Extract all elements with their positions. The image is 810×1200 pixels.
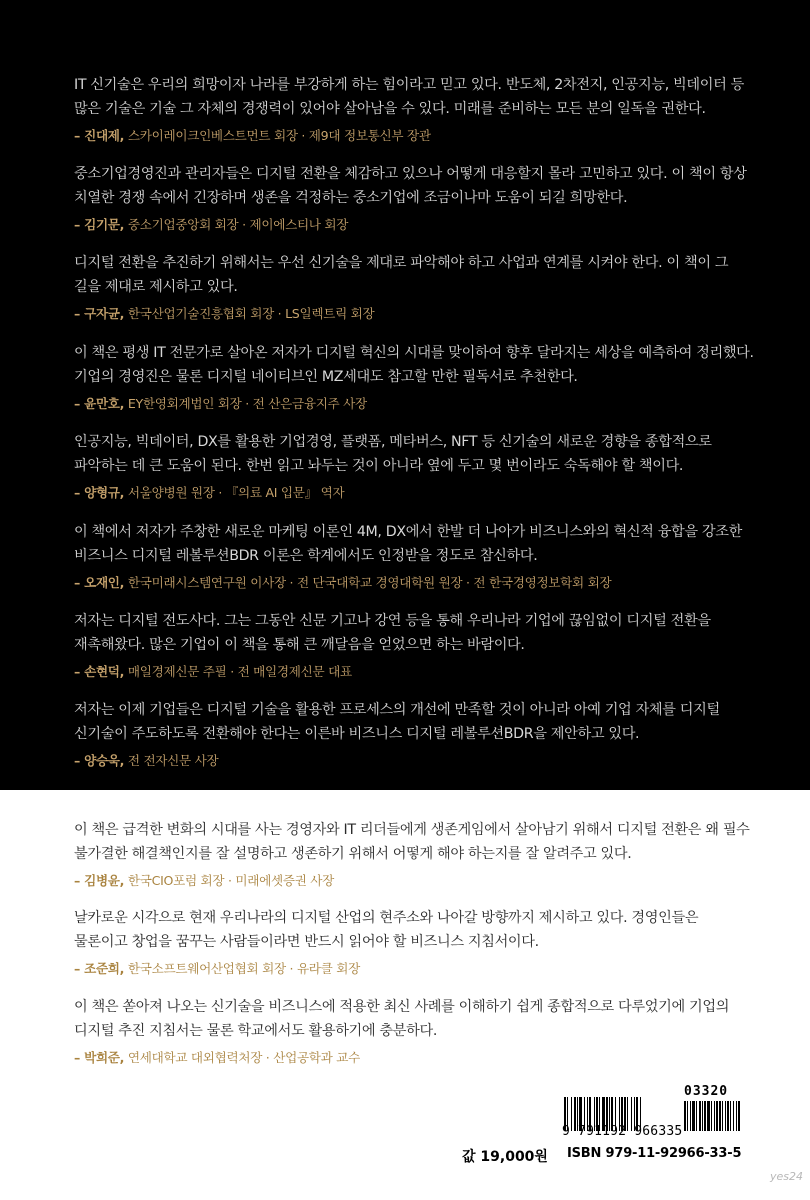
endorser-role: 연세대학교 대외협력처장 · 산업공학과 교수 (124, 1050, 360, 1065)
endorser-name: – 박희준, (74, 1050, 125, 1065)
barcode-addon-bar (684, 1101, 686, 1131)
barcode-addon-bar (692, 1101, 695, 1131)
barcode-addon-bar (696, 1101, 697, 1131)
barcode-addon-bar (690, 1101, 691, 1131)
quote-7 (74, 609, 754, 681)
quote-8 (74, 698, 754, 770)
barcode-addon-bar (716, 1101, 718, 1131)
quote-text: 이 책에서 저자가 주창한 새로운 마케팅 이론인 4M, DX에서 한발 더 나아가 비즈니스와의 혁신적 융합을 강조한 비즈니스 디지털 레볼루션BDR 이론은 학계에서도 인정받을 정도로 참신하다. (74, 524, 742, 564)
quote-attribution (74, 872, 754, 890)
quote-4 (74, 341, 754, 413)
quote-attribution (74, 305, 754, 323)
endorser-name: – 양승욱, (74, 753, 125, 768)
quote-10 (74, 906, 754, 978)
barcode-addon-bar (722, 1101, 723, 1131)
endorser-role: 스카이레이크인베스트먼트 회장 · 제9대 정보통신부 장관 (124, 128, 431, 143)
quote-attribution (74, 484, 754, 502)
quote-text: 저자는 이제 기업들은 디지털 기술을 활용한 프로세스의 개선에 만족할 것이 아니라 아예 기업 자체를 디지털 신기술이 주도하도록 전환해야 한다는 이른바 비즈니스 디지털 레볼루션BDR을 제안하고 있다. (74, 702, 720, 742)
quote-text: 이 책은 쏟아져 나오는 신기술을 비즈니스에 적용한 최신 사례를 이해하기 쉽게 종합적으로 다루었기에 기업의 디지털 추진 지침서는 물론 학교에서도 활용하기에 충분하다. (74, 999, 730, 1039)
price-label: 값 19,000원 (462, 1149, 548, 1165)
barcode-addon-bar (733, 1101, 734, 1131)
endorser-name: – 오재인, (74, 575, 125, 590)
watermark-logo: yes24 (770, 1170, 804, 1183)
endorser-name: – 윤만호, (74, 396, 125, 411)
quote-text: 이 책은 급격한 변화의 시대를 사는 경영자와 IT 리더들에게 생존게임에서 살아남기 위해서 디지털 전환은 왜 필수 불가결한 해결책인지를 잘 설명하고 생존하기 위해서 어떻게 해야 하는지를 잘 알려주고 있다. (74, 822, 750, 862)
barcode-addon-bar (711, 1101, 712, 1131)
barcode-addon-bar (707, 1101, 710, 1131)
isbn-label: ISBN 979-11-92966-33-5 (567, 1146, 742, 1161)
quote-5 (74, 430, 754, 502)
quote-attribution (74, 574, 754, 592)
quote-attribution (74, 127, 754, 145)
quote-text: 중소기업경영진과 관리자들은 디지털 전환을 체감하고 있으나 어떻게 대응할지 몰라 고민하고 있다. 이 책이 항상 치열한 경쟁 속에서 긴장하며 생존을 걱정하는 중소기업에 조금이나마 도움이 되길 희망한다. (74, 166, 747, 206)
endorser-role: 서울양병원 원장 · 『의료 AI 입문』 역자 (124, 485, 345, 500)
quote-text: IT 신기술은 우리의 희망이자 나라를 부강하게 하는 힘이라고 믿고 있다. 반도체, 2차전지, 인공지능, 빅데이터 등 많은 기술은 기술 그 자체의 경쟁력이 있어야 살아남을 수 있다. 미래를 준비하는 모든 분의 일독을 권한다. (74, 77, 744, 117)
quote-text: 날카로운 시각으로 현재 우리나라의 디지털 산업의 현주소와 나아갈 방향까지 제시하고 있다. 경영인들은 물론이고 창업을 꿈꾸는 사람들이라면 반드시 읽어야 할 비즈니스 지침서이다. (74, 910, 699, 950)
endorser-role: 한국소프트웨어산업협회 회장 · 유라클 회장 (124, 961, 360, 976)
quote-1 (74, 73, 754, 145)
barcode-digits: 9 791192 966335 (562, 1124, 683, 1139)
quote-9 (74, 818, 754, 890)
barcode-addon-bar (727, 1101, 729, 1131)
barcode-addon-bar (738, 1101, 740, 1131)
endorser-role: 한국산업기술진흥협회 회장 · LS일렉트릭 회장 (124, 306, 375, 321)
endorser-name: – 구자균, (74, 306, 125, 321)
endorser-role: 한국미래시스템연구원 이사장 · 전 단국대학교 경영대학원 원장 · 전 한국경영정보학회 회장 (124, 575, 612, 590)
endorser-name: – 손현덕, (74, 664, 125, 679)
quote-attribution (74, 395, 754, 413)
barcode-addon-bar (704, 1101, 706, 1131)
quote-attribution (74, 663, 754, 681)
quote-text: 저자는 디지털 전도사다. 그는 그동안 신문 기고나 강연 등을 통해 우리나라 기업에 끊임없이 디지털 전환을 재촉해왔다. 많은 기업이 이 책을 통해 큰 깨달음을 얻었으면 하는 바람이다. (74, 613, 711, 653)
endorser-name: – 김병윤, (74, 873, 125, 888)
endorser-role: 중소기업중앙회 회장 · 제이에스티나 회장 (124, 217, 349, 232)
barcode-addon-bar (736, 1101, 737, 1131)
quote-text: 인공지능, 빅데이터, DX를 활용한 기업경영, 플랫폼, 메타버스, NFT 등 신기술의 새로운 경향을 종합적으로 파악하는 데 큰 도움이 된다. 한번 읽고 놔두는 것이 아니라 옆에 두고 몇 번이라도 숙독해야 할 책이다. (74, 434, 712, 474)
barcode-addon-bar (714, 1101, 715, 1131)
barcode-addon-bar (730, 1101, 731, 1131)
endorser-name: – 진대제, (74, 128, 125, 143)
quote-attribution (74, 752, 754, 770)
endorser-name: – 김기문, (74, 217, 125, 232)
endorser-name: – 양형규, (74, 485, 125, 500)
quote-2 (74, 162, 754, 234)
endorser-role: 전 전자신문 사장 (124, 753, 219, 768)
quote-text: 이 책은 평생 IT 전문가로 살아온 저자가 디지털 혁신의 시대를 맞이하여 향후 달라지는 세상을 예측하여 정리했다. 기업의 경영진은 물론 디지털 네이티브인 MZ세대도 참고할 만한 필독서로 추천한다. (74, 345, 754, 385)
quote-attribution (74, 216, 754, 234)
barcode-addon-bar (687, 1101, 688, 1131)
quote-attribution (74, 960, 754, 978)
barcode-addon-bar (719, 1101, 721, 1131)
quote-attribution (74, 1049, 754, 1067)
barcode-addon-bar (725, 1101, 726, 1131)
quote-6 (74, 520, 754, 592)
endorser-role: 매일경제신문 주필 · 전 매일경제신문 대표 (124, 664, 352, 679)
barcode-addon-digits: 03320 (684, 1084, 729, 1099)
barcode-addon-bar (699, 1101, 701, 1131)
barcode-addon-bar (702, 1101, 703, 1131)
endorser-role: 한국CIO포럼 회장 · 미래에셋증권 사장 (124, 873, 335, 888)
quote-text: 디지털 전환을 추진하기 위해서는 우선 신기술을 제대로 파악해야 하고 사업과 연계를 시켜야 한다. 이 책이 그 길을 제대로 제시하고 있다. (74, 255, 729, 295)
endorser-name: – 조준희, (74, 961, 125, 976)
quote-11 (74, 995, 754, 1067)
endorser-role: EY한영회계법인 회장 · 전 산은금융지주 사장 (124, 396, 367, 411)
quote-3 (74, 251, 754, 323)
